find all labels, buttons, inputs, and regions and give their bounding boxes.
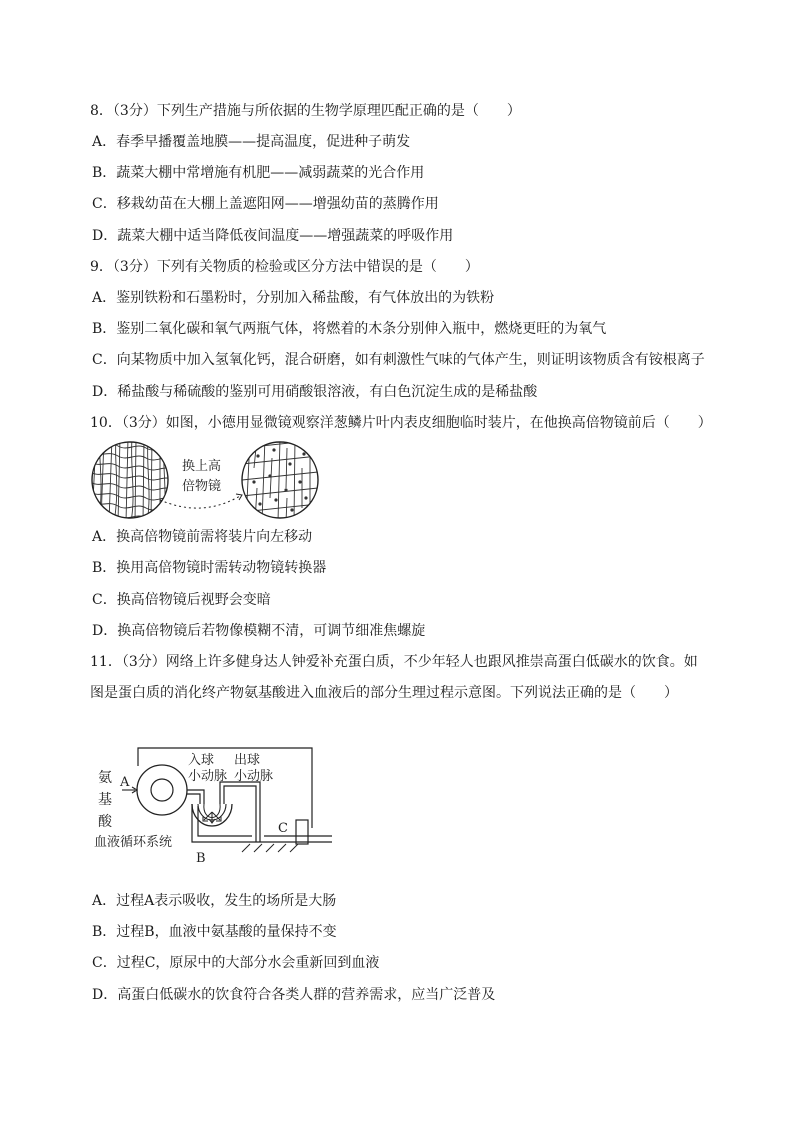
figure-label-line1: 换上高 — [182, 459, 222, 474]
collecting-duct — [296, 820, 308, 844]
efferent-label-2: 小动脉 — [234, 769, 274, 784]
amino-acid-label-1: 氨 — [98, 770, 112, 786]
question-8-stem: 8．（3分）下列生产措施与所依据的生物学原理匹配正确的是（ ） — [90, 103, 521, 119]
question-10-option-d: D．换高倍物镜后若物像模糊不清，可调节细准焦螺旋 — [92, 623, 426, 639]
question-10-option-c: C．换高倍物镜后视野会变暗 — [92, 592, 271, 608]
circulation-inner-circle — [151, 779, 173, 801]
switch-arrow — [160, 496, 240, 508]
question-9-stem: 9．（3分）下列有关物质的检验或区分方法中错误的是（ ） — [90, 259, 479, 275]
question-10-option-a: A．换高倍物镜前需将装片向左移动 — [92, 529, 313, 545]
afferent-label-2: 小动脉 — [188, 769, 228, 784]
circulation-circle — [137, 765, 187, 815]
high-magnification-view — [242, 438, 318, 522]
label-c: C — [278, 821, 288, 836]
low-magnification-view — [90, 438, 172, 522]
amino-acid-label-3: 酸 — [98, 814, 112, 830]
question-10-stem: 10．（3分）如图，小德用显微镜观察洋葱鳞片叶内表皮细胞临时装片，在他换高倍物镜前后（ ） — [90, 415, 712, 431]
question-11-option-a: A．过程A表示吸收，发生的场所是大肠 — [92, 893, 337, 909]
kidney-process-figure — [92, 742, 332, 870]
circulation-system-label: 血液循环系统 — [94, 835, 173, 850]
question-11-option-d: D．高蛋白低碳水的饮食符合各类人群的营养需求，应当广泛普及 — [92, 987, 496, 1003]
question-11-option-c: C．过程C，原尿中的大部分水会重新回到血液 — [92, 955, 380, 971]
label-a: A — [120, 775, 130, 790]
efferent-label-1: 出球 — [234, 753, 261, 768]
amino-acid-label-2: 基 — [98, 792, 112, 808]
question-9-option-c: C．向某物质中加入氢氧化钙，混合研磨，如有刺激性气味的气体产生，则证明该物质含有铵根离子 — [92, 352, 705, 368]
question-8-option-c: C．移栽幼苗在大棚上盖遮阳网——增强幼苗的蒸腾作用 — [92, 196, 439, 212]
question-9-option-a: A．鉴别铁粉和石墨粉时，分别加入稀盐酸，有气体放出的为铁粉 — [92, 290, 495, 306]
label-b: B — [196, 851, 206, 866]
question-10-option-b: B．换用高倍物镜时需转动物镜转换器 — [92, 560, 327, 576]
figure-label-line2: 倍物镜 — [182, 479, 222, 494]
question-9-option-b: B．鉴别二氧化碳和氧气两瓶气体，将燃着的木条分别伸入瓶中，燃烧更旺的为氧气 — [92, 321, 607, 337]
question-11-stem: 11．（3分）网络上许多健身达人钟爱补充蛋白质，不少年轻人也跟风推崇高蛋白低碳水的饮食。如图是蛋白质的消化终产物氨基酸进入血液后的部分生理过程示意图。下列说法正确的是（ ） — [90, 654, 698, 701]
question-8-option-a: A．春季早播覆盖地膜——提高温度，促进种子萌发 — [92, 134, 411, 150]
question-8-option-d: D．蔬菜大棚中适当降低夜间温度——增强蔬菜的呼吸作用 — [92, 228, 454, 244]
question-8-option-b: B．蔬菜大棚中常增施有机肥——减弱蔬菜的光合作用 — [92, 165, 425, 181]
afferent-label-1: 入球 — [188, 753, 215, 768]
microscope-figure — [90, 438, 330, 522]
question-11-option-b: B．过程B，血液中氨基酸的量保持不变 — [92, 924, 337, 940]
question-9-option-d: D．稀盐酸与稀硫酸的鉴别可用硝酸银溶液，有白色沉淀生成的是稀盐酸 — [92, 384, 538, 400]
